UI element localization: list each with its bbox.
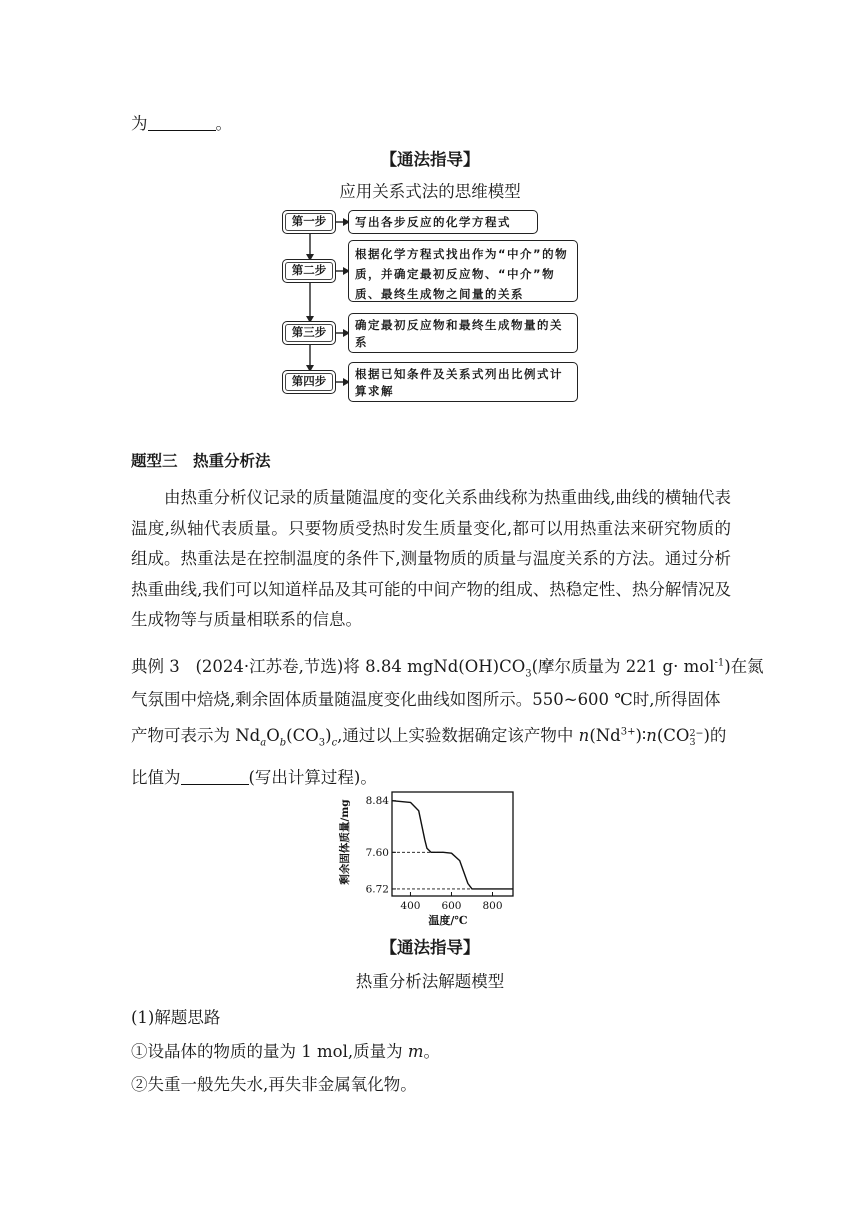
example-line-4: 比值为 (写出计算过程)。 [131,768,377,787]
flow-box-4: 根据已知条件及关系式列出比例式计算求解 [348,362,578,402]
guide-subtitle-2: 热重分析法解题模型 [355,972,505,991]
flow-step-3: 第三步 [282,321,336,345]
flow-step-1: 第一步 [282,210,336,234]
blank-line: 为 。 [131,114,232,133]
example-line-1: 典例 3 (2024·江苏卷,节选)将 8.84 $mgNd(OH)CO_3$(摩尔质量为 221 g· mol$^{-1}$)在氮 [131,657,764,680]
answer-blank [181,770,249,785]
flow-box-3: 确定最初反应物和最终生成物量的关系 [348,313,578,353]
flow-box-1: 写出各步反应的化学方程式 [348,210,538,234]
flow-step-4: 第四步 [282,370,336,394]
step-1: ①设晶体的物质的量为 1 mol,质量为 m。 [131,1042,440,1061]
y-axis-label: 剩余固体质量/mg [339,799,351,885]
x-tick-label-1: 600 [441,900,462,912]
example-line-3: 产物可表示为 $Nd_aO_b(CO_3)_c$,通过以上实验数据确定该产物中 $n(Nd^{3+})∶n(CO$ 2− 3 )的 [131,726,727,749]
thermogravimetric-chart [335,786,525,932]
intro-paragraph: 由热重分析仪记录的质量随温度的变化关系曲线称为热重曲线,曲线的横轴代表温度,纵轴代表质量。只要物质受热时发生质量变化,都可以用热重法来研究物质的组成。热重法是在控制温度的条件下,测量物质的质量与温度关系的方法。通过分析热重曲线,我们可以知道样品及其可能的中间产物的组成、热稳定性、热分解情况及生成物等与质量相联系的信息。 [131,488,731,629]
plot-frame [392,792,513,896]
flow-box-2: 根据化学方程式找出作为“中介”的物质，并确定最初反应物、“中介”物质、最终生成物之间量的关系 [348,240,578,302]
solving-idea: (1)解题思路 [131,1008,221,1027]
y-tick-label-2: 6.72 [365,883,389,896]
flow-step-2: 第二步 [282,259,336,283]
y-tick-label-1: 7.60 [365,846,389,859]
x-tick-label-0: 400 [400,900,421,912]
x-axis-label: 温度/℃ [428,914,468,927]
guide-title: 【通法指导】 [380,150,480,169]
y-tick-label-0: 8.84 [365,795,389,808]
guide-subtitle: 应用关系式法的思维模型 [339,182,521,201]
mass-curve [392,801,513,889]
section-heading: 题型三 热重分析法 [131,452,271,470]
example-line-2: 气氛围中焙烧,剩余固体质量随温度变化曲线如图所示。550~600 ℃时,所得固体 [131,690,721,709]
x-tick-label-2: 800 [482,900,503,912]
guide-title-2: 【通法指导】 [380,938,480,957]
step-2: ②失重一般先失水,再失非金属氧化物。 [131,1075,417,1094]
